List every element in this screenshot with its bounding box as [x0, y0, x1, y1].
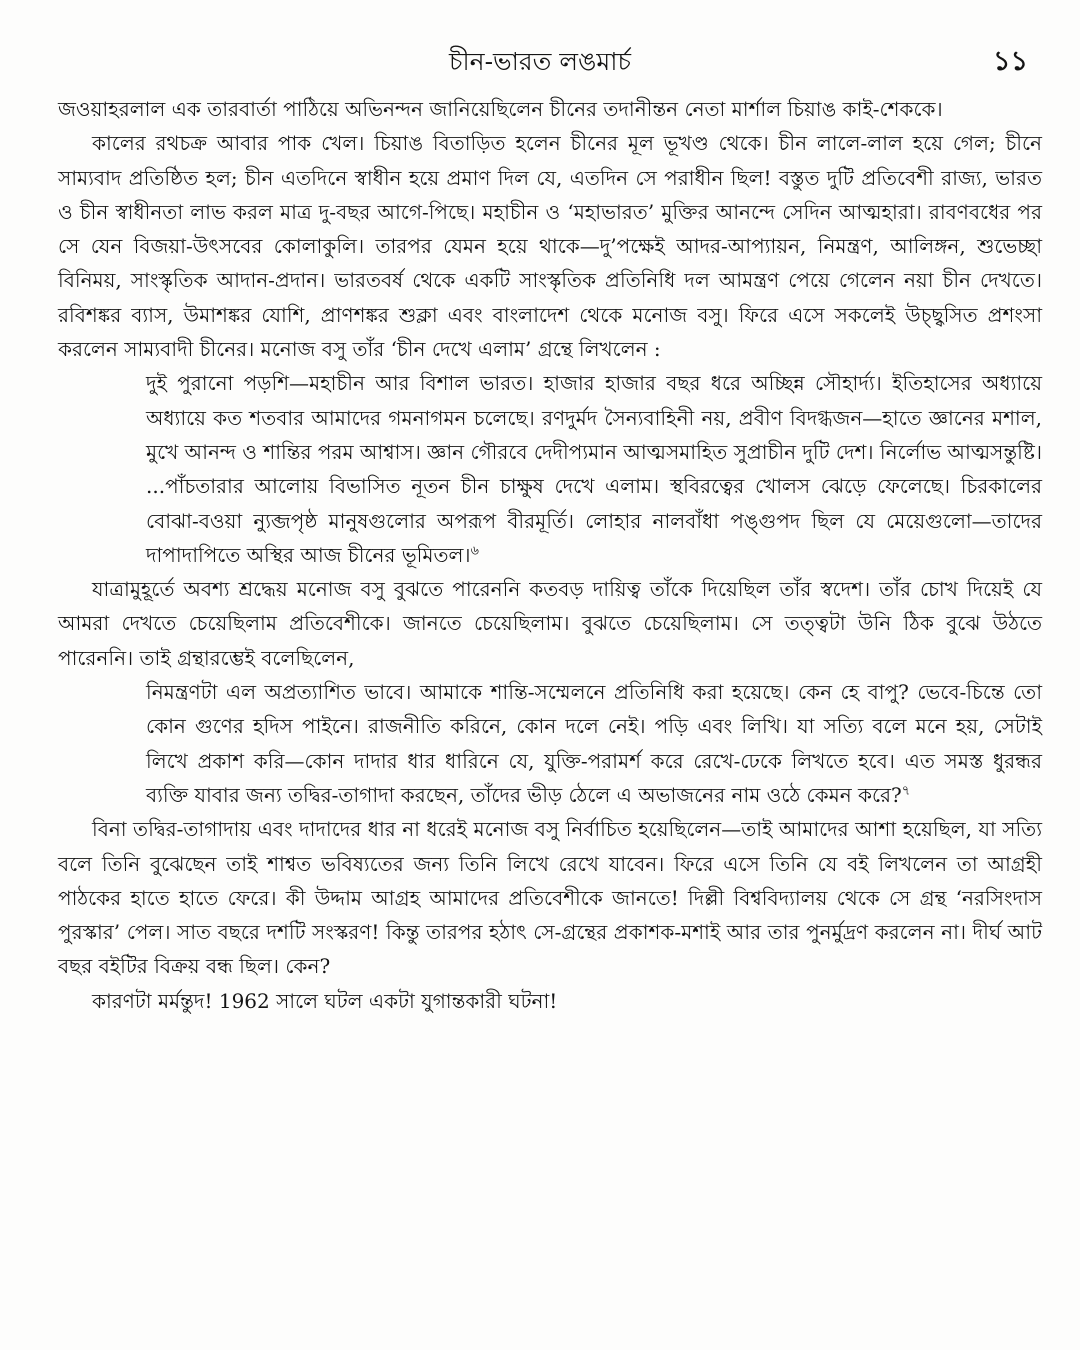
running-title: চীন-ভারত লঙমার্চ [449, 47, 631, 76]
running-header [0, 42, 1080, 82]
block-quote [146, 366, 1042, 572]
footnote-ref: ৬ [470, 543, 479, 559]
block-quote-text: নিমন্ত্রণটা এল অপ্রত্যাশিত ভাবে। আমাকে শান্তি-সম্মেলনে প্রতিনিধি করা হয়েছে। কেন হে বাপু? ভেবে-চিন্তে তো কোন গুণের হদিস পাইনে। রাজনীতি করিনে, কোন দলে নেই। পড়ি এবং লিখি। যা সত্যি বলে মনে হয়, সেটাই লিখে প্রকাশ করি—কোন দাদার ধার ধারিনে যে, যুক্তি-পরামর্শ করে রেখে-ঢেকে লিখতে হবে। এত সমস্ত ধুরন্ধর ব্যক্তি যাবার জন্য তদ্বির-তাগাদা করছেন, তাঁদের ভীড় ঠেলে এ অভাজনের নাম ওঠে কেমন করে? [146, 680, 1042, 807]
block-quote-text: দুই পুরানো পড়শি—মহাচীন আর বিশাল ভারত। হাজার হাজার বছর ধরে অচ্ছিন্ন সৌহার্দ্য। ইতিহাসের অধ্যায়ে অধ্যায়ে কত শতবার আমাদের গমনাগমন চলেছে। রণদুর্মদ সৈন্যবাহিনী নয়, প্রবীণ বিদগ্ধজন—হাতে জ্ঞানের মশাল, মুখে আনন্দ ও শান্তির পরম আশ্বাস। জ্ঞান গৌরবে দেদীপ্যমান আত্মসমাহিত সুপ্রাচীন দুটি দেশ। নির্লোভ আত্মসন্তুষ্টি। ...পাঁচতারার আলোয় বিভাসিত নূতন চীন চাক্ষুষ দেখে এলাম। স্থবিরত্বের খোলস ঝেড়ে ফেলেছে। চিরকালের বোঝা-বওয়া ন্যুব্জপৃষ্ঠ মানুষগুলোর অপরূপ বীরমূর্তি। লোহার নালবাঁধা পঙ্গুপদ ছিল যে মেয়েগুলো—তাদের দাপাদাপিতে অস্থির আজ চীনের ভূমিতল। [146, 371, 1042, 567]
paragraph: কালের রথচক্র আবার পাক খেল। চিয়াঙ বিতাড়িত হলেন চীনের মূল ভূখণ্ড থেকে। চীন লালে-লাল হয়ে গেল; চীনে সাম্যবাদ প্রতিষ্ঠিত হল; চীন এতদিনে স্বাধীন হয়ে প্রমাণ দিল যে, এতদিন সে পরাধীন ছিল! বস্তুত দুটি প্রতিবেশী রাজ্য, ভারত ও চীন স্বাধীনতা লাভ করল মাত্র দু-বছর আগে-পিছে। মহাচীন ও ‘মহাভারত’ মুক্তির আনন্দে সেদিন আত্মহারা। রাবণবধের পর সে যেন বিজয়া-উৎসবের কোলাকুলি। তারপর যেমন হয়ে থাকে—দু’পক্ষেই আদর-আপ্যায়ন, নিমন্ত্রণ, আলিঙ্গন, শুভেচ্ছা বিনিময়, সাংস্কৃতিক আদান-প্রদান। ভারতবর্ষ থেকে একটি সাংস্কৃতিক প্রতিনিধি দল আমন্ত্রণ পেয়ে গেলেন নয়া চীন দেখতে। রবিশঙ্কর ব্যাস, উমাশঙ্কর যোশি, প্রাণশঙ্কর শুক্লা এবং বাংলাদেশ থেকে মনোজ বসু। ফিরে এসে সকলেই উচ্ছ্বসিত প্রশংসা করলেন সাম্যবাদী চীনের। মনোজ বসু তাঁর ‘চীন দেখে এলাম’ গ্রন্থে লিখলেন : [58, 131, 1042, 362]
paragraph: যাত্রামুহূর্তে অবশ্য শ্রদ্ধেয় মনোজ বসু বুঝতে পারেননি কতবড় দায়িত্ব তাঁকে দিয়েছিল তাঁর স্বদেশ। তাঁর চোখ দিয়েই যে আমরা দেখতে চেয়েছিলাম প্রতিবেশীকে। জানতে চেয়েছিলাম। বুঝতে চেয়েছিলাম। সে তত্ত্বটা উনি ঠিক বুঝে উঠতে পারেননি। তাই গ্রন্থারম্ভেই বলেছিলেন, [58, 577, 1042, 670]
footnote-ref: ৭ [901, 783, 911, 799]
paragraph: বিনা তদ্বির-তাগাদায় এবং দাদাদের ধার না ধরেই মনোজ বসু নির্বাচিত হয়েছিলেন—তাই আমাদের আশা হয়েছিল, যা সত্যি বলে তিনি বুঝেছেন তাই শাশ্বত ভবিষ্যতের জন্য তিনি লিখে রেখে যাবেন। ফিরে এসে তিনি যে বই লিখলেন তা আগ্রহী পাঠকের হাতে হাতে ফেরে। কী উদ্দাম আগ্রহ আমাদের প্রতিবেশীকে জানতে! দিল্লী বিশ্ববিদ্যালয় থেকে সে গ্রন্থ ‘নরসিংদাস পুরস্কার’ পেল। সাত বছরে দশটি সংস্করণ! কিন্তু তারপর হঠাৎ সে-গ্রন্থের প্রকাশক-মশাই আর তার পুনর্মুদ্রণ করলেন না। দীর্ঘ আট বছর বইটির বিক্রয় বন্ধ ছিল। কেন? [58, 817, 1042, 979]
page-number: ১১ [992, 46, 1028, 77]
paragraph-continued: জওয়াহরলাল এক তারবার্তা পাঠিয়ে অভিনন্দন জানিয়েছিলেন চীনের তদানীন্তন নেতা মার্শাল চিয়াঙ কাই-শেককে। [58, 97, 943, 121]
page-body [58, 92, 1042, 1018]
paragraph: কারণটা মর্মন্তুদ! 1962 সালে ঘটল একটা যুগান্তকারী ঘটনা! [92, 988, 558, 1013]
block-quote [146, 675, 1042, 812]
